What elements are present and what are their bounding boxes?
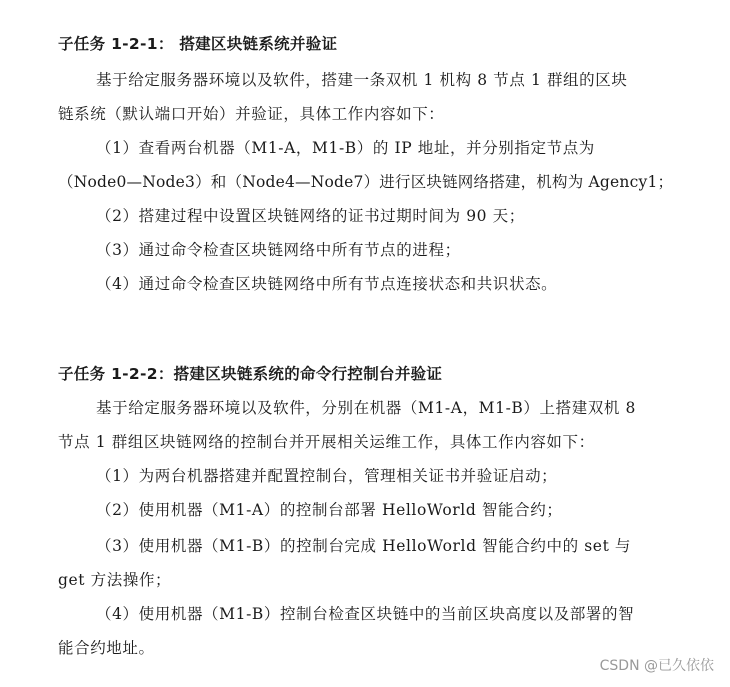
section1-item2: （2）搭建过程中设置区块链网络的证书过期时间为 90 天； — [96, 207, 525, 225]
section2-item3-line2: get 方法操作； — [58, 571, 172, 589]
section1-item1-line1: （1）查看两台机器（M1-A，M1-B）的 IP 地址，并分别指定节点为 — [96, 139, 595, 157]
section2-intro-line2: 节点 1 群组区块链网络的控制台并开展相关运维工作，具体工作内容如下： — [58, 433, 595, 451]
section2-title: 子任务 1-2-2：搭建区块链系统的命令行控制台并验证 — [58, 365, 443, 383]
section2-intro-line1: 基于给定服务器环境以及软件，分别在机器（M1-A，M1-B）上搭建双机 8 — [96, 399, 637, 417]
section1-intro-line2: 链系统（默认端口开始）并验证，具体工作内容如下： — [58, 105, 445, 123]
section2-item4-line2: 能合约地址。 — [58, 639, 155, 657]
section2-item1: （1）为两台机器搭建并配置控制台，管理相关证书并验证启动； — [96, 467, 558, 485]
section1-title: 子任务 1-2-1： 搭建区块链系统并验证 — [58, 35, 338, 53]
section2-item4-line1: （4）使用机器（M1-B）控制台检查区块链中的当前区块高度以及部署的智 — [96, 605, 635, 623]
section1-item3: （3）通过命令检查区块链网络中所有节点的进程； — [96, 241, 461, 259]
csdn-watermark: CSDN @已久依依 — [599, 658, 714, 674]
section1-item4: （4）通过命令检查区块链网络中所有节点连接状态和共识状态。 — [96, 275, 558, 293]
section2-item2: （2）使用机器（M1-A）的控制台部署 HelloWorld 智能合约； — [96, 501, 563, 519]
section2-item3-line1: （3）使用机器（M1-B）的控制台完成 HelloWorld 智能合约中的 set 与 — [96, 537, 632, 555]
section1-item1-line2: （Node0—Node3）和（Node4—Node7）进行区块链网络搭建，机构为 Agency1； — [58, 173, 674, 191]
section1-intro-line1: 基于给定服务器环境以及软件，搭建一条双机 1 机构 8 节点 1 群组的区块 — [96, 71, 628, 89]
